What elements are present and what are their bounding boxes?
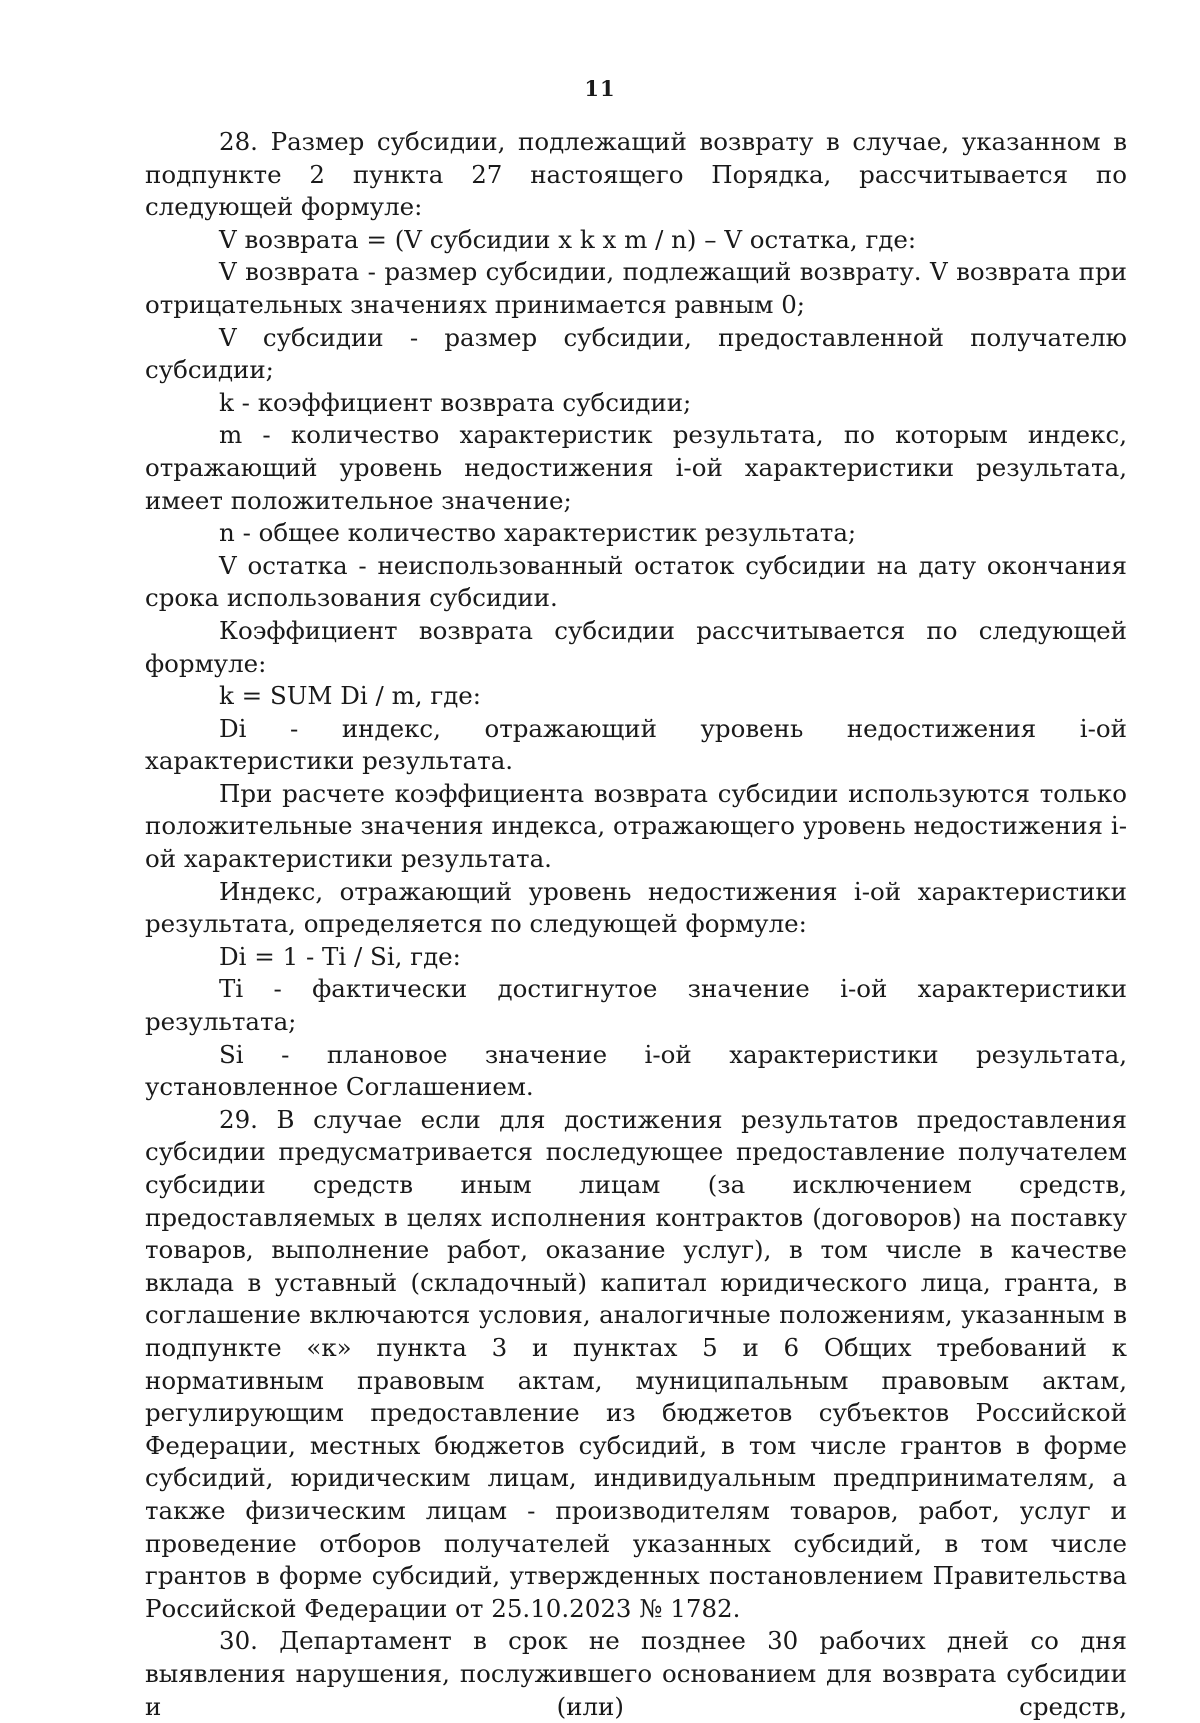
paragraph-30: 30. Департамент в срок не позднее 30 рабочих дней со дня выявления нарушения, послужившего основанием для возврата субсидии и (или) средств, (145, 1626, 1127, 1721)
coefficient-note: При расчете коэффициента возврата субсидии используются только положительные значения индекса, отражающего уровень недостижения i-ой характеристики результата. (145, 778, 1127, 874)
formula-k: k = SUM Di / m, где: (219, 681, 482, 711)
definition-m: m - количество характеристик результата, по которым индекс, отражающий уровень недостижения i-ой характеристики результата, имеет положительное значение; (145, 420, 1127, 515)
index-intro: Индекс, отражающий уровень недостижения i-ой характеристики результата, определяется по следующей формуле: (145, 876, 1127, 939)
formula-di: Di = 1 - Ti / Si, где: (219, 941, 461, 971)
definition-v-return: V возврата - размер субсидии, подлежащий возврату. V возврата при отрицательных значениях принимается равным 0; (145, 257, 1127, 319)
page-number: 11 (584, 76, 616, 101)
definition-v-subsidy: V субсидии - размер субсидии, предоставленной получателю субсидии; (145, 322, 1127, 385)
formula-v-return: V возврата = (V субсидии x k x m / n) – V остатка, где: (219, 224, 917, 254)
paragraph-29: 29. В случае если для достижения результатов предоставления субсидии предусматривается последующее предоставление получателем субсидии средств иным лицам (за исключением средств, предоставляемых в целях исполнения контрактов (договоров) на поставку товаров, выполнение работ, оказание услуг), в том числе в качестве вклада в уставный (складочный) капитал юридического лица, гранта, в соглашение включаются условия, аналогичные положениям, указанным в подпункте «к» пункта 3 и пунктах 5 и 6 Общих требований к нормативным правовым актам, муниципальным правовым актам, регулирующим предоставление из бюджетов субъектов Российской Федерации, местных бюджетов субсидий, в том числе грантов в форме субсидий, юридическим лицам, индивидуальным предпринимателям, а также физическим лицам - производителям товаров, работ, услуг и проведение отборов получателей указанных субсидий, в том числе грантов в форме субсидий, утвержденных постановлением Правительства Российской Федерации от 25.10.2023 № 1782. (145, 1104, 1127, 1623)
document-body (145, 126, 1127, 1723)
paragraph-28-intro: 28. Размер субсидии, подлежащий возврату в случае, указанном в подпункте 2 пункта 27 настоящего Порядка, рассчитывается по следующей формуле: (145, 127, 1127, 222)
coefficient-intro: Коэффициент возврата субсидии рассчитывается по следующей формуле: (145, 615, 1127, 678)
definition-n: n - общее количество характеристик результата; (219, 518, 857, 548)
definition-k: k - коэффициент возврата субсидии; (219, 387, 692, 417)
definition-di: Di - индекс, отражающий уровень недостижения i-ой характеристики результата. (145, 713, 1127, 776)
definition-v-remainder: V остатка - неиспользованный остаток субсидии на дату окончания срока использования субсидии. (145, 550, 1127, 613)
definition-ti: Ti - фактически достигнутое значение i-ой характеристики результата; (145, 974, 1127, 1037)
definition-si: Si - плановое значение i-ой характеристики результата, установленное Соглашением. (145, 1039, 1127, 1102)
